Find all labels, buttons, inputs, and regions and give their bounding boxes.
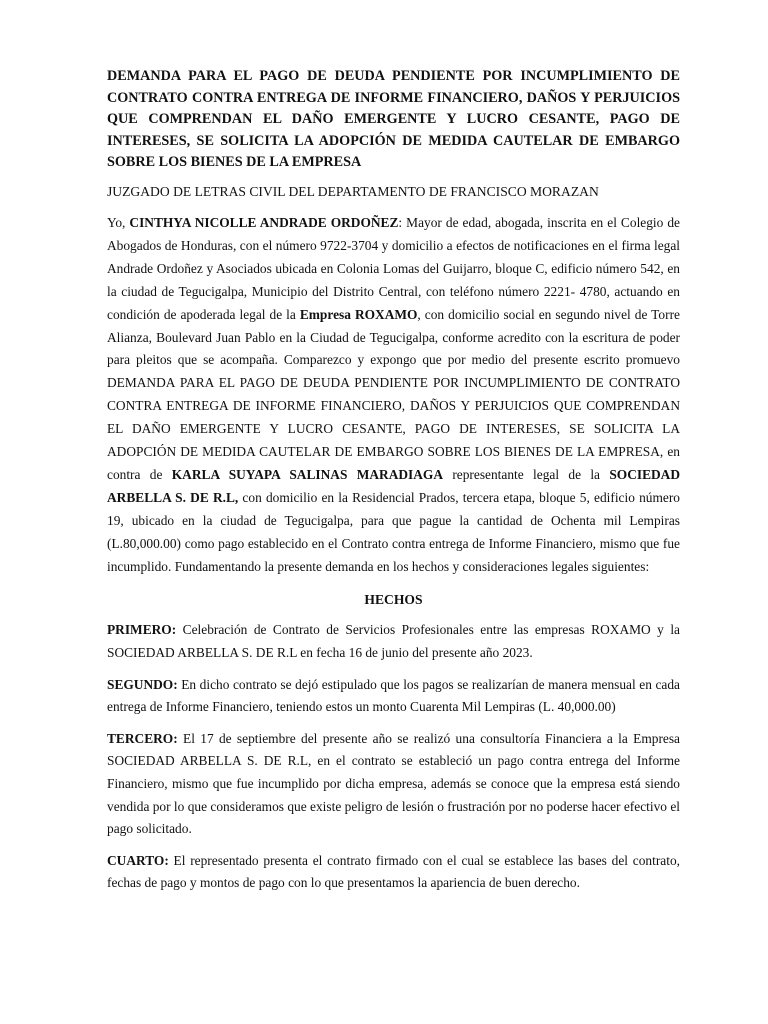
fact-label: PRIMERO: xyxy=(107,622,177,638)
fact-label: CUARTO: xyxy=(107,852,169,868)
plaintiff-company-name: Empresa ROXAMO xyxy=(299,306,418,322)
defendant-company-name: SOCIEDAD ARBELLA S. DE R.L, xyxy=(107,466,681,505)
court-name: JUZGADO DE LETRAS CIVIL DEL DEPARTAMENTO DE FRANCISCO MORAZAN xyxy=(107,183,599,199)
fact-label: SEGUNDO: xyxy=(107,676,178,692)
fact-item xyxy=(107,619,680,664)
intro-text-1: Yo, xyxy=(107,214,130,230)
plaintiff-attorney-name: CINTHYA NICOLLE ANDRADE ORDOÑEZ xyxy=(129,214,399,230)
intro-text-5: con domicilio en la Residencial Prados, tercera etapa, bloque 5, edificio número 19, ubicado en la ciudad de Tegucigalpa, para que pague la cantidad de Ochenta mil Lempiras (L.80,000.00) como pago establecido en el Contrato contra entrega de Informe Financiero, mismo que fue incumplido. Fundamentando la presente demanda en los hechos y consideraciones legales siguientes: xyxy=(107,489,680,574)
document-title: DEMANDA PARA EL PAGO DE DEUDA PENDIENTE POR INCUMPLIMIENTO DE CONTRATO CONTRA ENTREGA DE INFORME FINANCIERO, DAÑOS Y PERJUICIOS QUE COMPRENDAN EL DAÑO EMERGENTE Y LUCRO CESANTE, PAGO DE INTERESES, SE SOLICITA LA ADOPCIÓN DE MEDIDA CAUTELAR DE EMBARGO SOBRE LOS BIENES DE LA EMPRESA xyxy=(107,68,680,171)
fact-item xyxy=(107,728,680,841)
facts-heading: HECHOS xyxy=(364,592,423,608)
intro-paragraph xyxy=(107,212,680,579)
fact-item xyxy=(107,674,680,719)
defendant-representative-name: KARLA SUYAPA SALINAS MARADIAGA xyxy=(171,466,444,482)
fact-text: En dicho contrato se dejó estipulado que los pagos se realizarían de manera mensual en cada entrega de Informe Financiero, teniendo estos un monto Cuarenta Mil Lempiras (L. 40,000.00) xyxy=(107,676,680,715)
intro-text-3: , con domicilio social en segundo nivel de Torre Alianza, Boulevard Juan Pablo en la Ciudad de Tegucigalpa, conforme acredito con la escritura de poder para pleitos que se acompaña. Comparezco y expongo que por medio del presente escrito promuevo DEMANDA PARA EL PAGO DE DEUDA PENDIENTE POR INCUMPLIMIENTO DE CONTRATO CONTRA ENTREGA DE INFORME FINANCIERO, DAÑOS Y PERJUICIOS QUE COMPRENDAN EL DAÑO EMERGENTE Y LUCRO CESANTE, PAGO DE INTERESES, SE SOLICITA LA ADOPCIÓN DE MEDIDA CAUTELAR DE EMBARGO SOBRE LOS BIENES DE LA EMPRESA, en contra de xyxy=(107,306,680,482)
intro-text-2: : Mayor de edad, abogada, inscrita en el Colegio de Abogados de Honduras, con el número 9722-3704 y domicilio a efectos de notificaciones en el firma legal Andrade Ordoñez y Asociados ubicada en Colonia Lomas del Guijarro, bloque C, edificio número 542, en la ciudad de Tegucigalpa, Municipio del Distrito Central, con teléfono número 2221- 4780, actuando en condición de apoderada legal de la xyxy=(107,214,680,322)
fact-item xyxy=(107,850,680,895)
fact-text: Celebración de Contrato de Servicios Profesionales entre las empresas ROXAMO y la SOCIEDAD ARBELLA S. DE R.L en fecha 16 de junio del presente año 2023. xyxy=(107,622,680,661)
fact-label: TERCERO: xyxy=(107,730,178,746)
intro-text-4: representante legal de la xyxy=(443,466,610,482)
fact-text: El 17 de septiembre del presente año se realizó una consultoría Financiera a la Empresa SOCIEDAD ARBELLA S. DE R.L, en el contrato se estableció un pago contra entrega del Informe Financiero, mismo que fue incumplido por dicha empresa, además se conoce que la empresa está siendo vendida por lo que consideramos que existe peligro de lesión o frustración por no poderse hacer efectivo el pago solicitado. xyxy=(107,730,680,837)
fact-text: El representado presenta el contrato firmado con el cual se establece las bases del contrato, fechas de pago y montos de pago con lo que presentamos la apariencia de buen derecho. xyxy=(107,852,680,891)
